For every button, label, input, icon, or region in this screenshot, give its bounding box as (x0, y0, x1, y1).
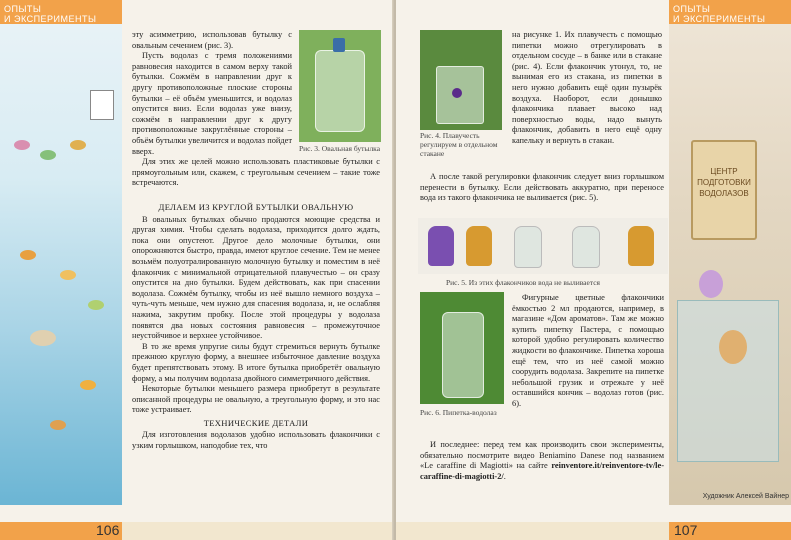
figure-3-caption: Рис. 3. Овальная бутылка (299, 144, 381, 153)
small-vial (452, 88, 462, 98)
paragraph: Пусть водолаз с тремя положениями равновесия находится в самом верху такой бутылки. Сожмём в направлении друг к другу противоположные плоские стороны бутылки – её объём уменьшится, и водолаз опустится вниз. Если водолаз уже внизу, сожмём в направлении друг к другу противоположные закруглённые стороны – объём бутылки увеличится и водолаз пойдет вверх. (132, 51, 292, 156)
fish-figure (30, 330, 56, 346)
figure-4-photo (420, 30, 502, 130)
left-footer (0, 522, 395, 540)
figure-6-photo (420, 292, 504, 404)
section-tag (4, 4, 97, 24)
right-text-top (512, 30, 662, 147)
fish-figure (88, 300, 104, 310)
paragraph: Фигурные цветные флакончики ёмкостью 2 мл продаются, например, в магазине «Дом ароматов». Там же можно купить пипетку Пастера, с помощью которой удобно регулировать количество жидкости во флакончике. Пипетка хороша ещё тем, что из неё самой можно соорудить водолаза. Закрепите на пипетке небольшой грузик и отрежьте у неё оставшийся кончик – водолаз готов (рис. 6). (512, 293, 664, 408)
fish-figure (50, 420, 66, 430)
figure-6-caption: Рис. 6. Пипетка-водолаз (420, 408, 497, 417)
artist-credit: Художник Алексей Вайнер (702, 493, 789, 500)
diver-figure (70, 140, 86, 150)
fish-figure (60, 270, 76, 280)
page-number: 106 (96, 522, 120, 538)
vial-clear (514, 226, 542, 268)
figure-5-photo (418, 218, 668, 274)
vial-purple (428, 226, 454, 266)
section-tag-line2: И ЭКСПЕРИМЕНТЫ (673, 14, 766, 24)
water-tank (677, 300, 779, 462)
paragraph: А после такой регулировки флакончик следует вниз горлышком перенести в бутылку. Если действовать аккуратно, при переносе вода из такого флакончика не выливается (рис. 5). (420, 172, 664, 203)
oval-bottle (315, 50, 365, 132)
diver-figure (719, 330, 747, 364)
portrait-frame (90, 90, 114, 120)
right-text-middle (512, 293, 664, 410)
section-heading: ДЕЛАЕМ ИЗ КРУГЛОЙ БУТЫЛКИ ОВАЛЬНУЮ (158, 202, 354, 212)
diver-figure (40, 150, 56, 160)
sign-line: ПОДГОТОВКИ (697, 178, 751, 187)
page-number: 107 (674, 522, 698, 538)
figure-4-caption: Рис. 4. Плавучесть регулируем в отдельном стакане (420, 131, 498, 158)
figure-3-photo (299, 30, 381, 142)
right-text-after-fig4 (420, 172, 664, 204)
pipette-bottle (442, 312, 484, 398)
right-text-bottom (420, 440, 664, 482)
paragraph: В овальных бутылках обычно продаются моющие средства и другая химия. Чтобы сделать водолаза, приходится долго ждать, пока они опустеют. Другое дело молочные бутылки, они опорожняются быстро, правда, имеют круглое сечение. Тем не менее возьмём полуотралированную молочную бутылку и поместим в неё флакончик с минимальной отрицательной плавучестью – он сразу опустится на дно бутылки. Будем действовать, как при спасении водолаза. Сожмём бутылку, чтобы из неё вышло немного воздуха – чуть-чуть меньше, чем нужно для спасения водолаза, и, не ослабляя нажима, закрутим пробку. После этой процедуры у водолаза появятся два новых состояния равновесия – промежуточное неустойчивое и верхнее устойчивое. (132, 214, 380, 341)
paragraph: Для этих же целей можно использовать пластиковые бутылки с прямоугольным или, скажем, с треугольным сечением – такие тоже встречаются. (132, 157, 380, 188)
section-heading: ТЕХНИЧЕСКИЕ ДЕТАЛИ (203, 417, 309, 428)
section-tag-line1: ОПЫТЫ (673, 4, 711, 14)
bottle-cap (333, 38, 345, 52)
left-page (0, 0, 395, 540)
vial-clear (572, 226, 600, 268)
paragraph: Для изготовления водолазов удобно использовать флакончики с узким горлышком, наподобие тех, что (132, 430, 380, 451)
diver-figure (699, 270, 723, 298)
fish-figure (20, 250, 36, 260)
paragraph: В то же время упругие силы будут стремиться вернуть бутылке прежнюю круглую форму, а внешнее избыточное давление воздуха будет препятствовать этому. В итоге бутылка приобретёт овальную форму, а мы получим водолаза двойного симметричного действия. (132, 341, 380, 383)
fish-figure (80, 380, 96, 390)
reference-link[interactable]: reinventore.it/reinventore-tv/le-caraffine-di-magiotti-2/ (420, 461, 664, 481)
left-text-middle (132, 200, 380, 452)
section-tag-line2: И ЭКСПЕРИМЕНТЫ (4, 14, 97, 24)
paragraph: эту асимметрию, использовав бутылку с овальным сечением (рис. 3). (132, 30, 292, 50)
right-page (396, 0, 791, 540)
sign-line: ВОДОЛАЗОВ (699, 189, 749, 198)
paragraph: на рисунке 1. Их плавучесть с помощью пипетки можно отрегулировать в отдельном сосуде – в банке или в стакане (рис. 4). Если флакончик утонул, то, не вынимая его из стакана, из пипетки в него нужно добавить ещё один пузырёк воздуха. Наоборот, если донышко флакончика плавает высоко над поверхностью воды, надо вынуть флакончик, добавить в него ещё одну капельку и вернуть в стакан. (512, 30, 662, 145)
right-illustration (669, 0, 791, 505)
vial-amber (628, 226, 654, 266)
section-tag (673, 4, 766, 24)
right-footer (396, 522, 791, 540)
paragraph: Некоторые бутылки меньшего размера приобретут в результате описанной процедуры не овальную, а треугольную форму, и это нас тоже устраивает. (132, 384, 380, 415)
left-illustration (0, 0, 122, 505)
vial-amber (466, 226, 492, 266)
paragraph-end: . (503, 471, 506, 481)
paragraph: И последнее: перед тем как производить свои эксперименты, обязательно посмотрите видео Beniamino Danese под названием «Le caraffine di Magiotti» на сайте (420, 440, 664, 471)
sign-line: ЦЕНТР (710, 167, 738, 176)
section-tag-line1: ОПЫТЫ (4, 4, 42, 14)
figure-5-caption: Рис. 5. Из этих флакончиков вода не выливается (446, 278, 600, 287)
diver-figure (14, 140, 30, 150)
diver-center-sign (691, 140, 757, 240)
